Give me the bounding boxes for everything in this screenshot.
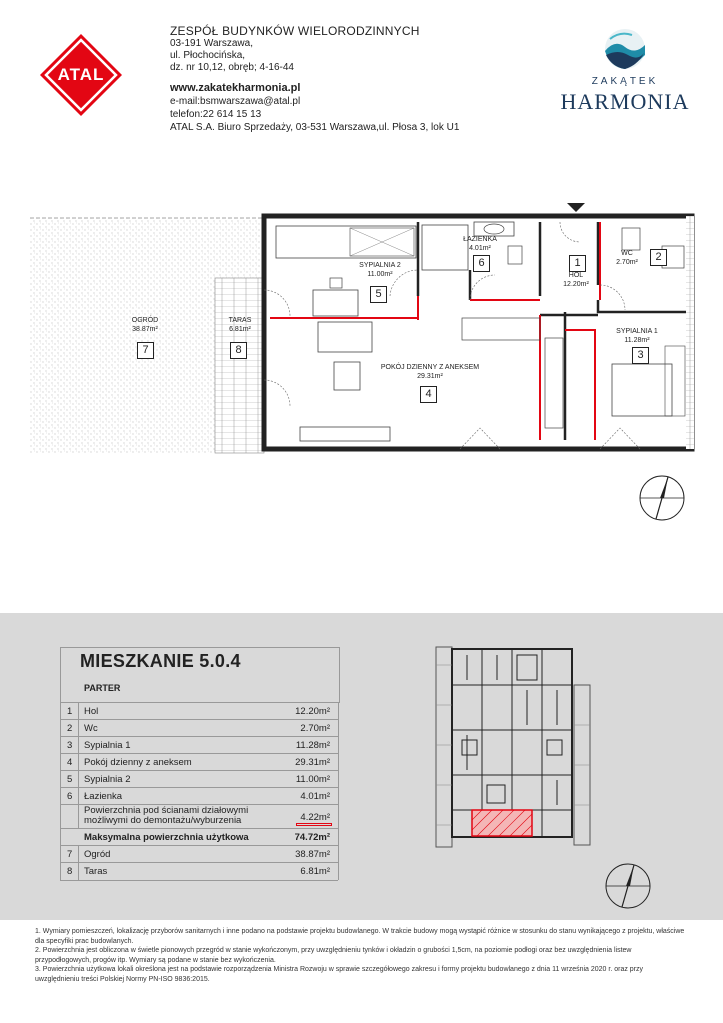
table-right-border [338,702,339,880]
phone-text: telefon:22 614 15 13 [170,109,262,120]
room-number-8: 8 [230,342,247,359]
room-number-3: 3 [632,347,649,364]
room-label-living: POKÓJ DZIENNY Z ANEKSEM 29.31m² [380,364,480,380]
address-line-2: ul. Płochocińska, [170,50,246,61]
room-label-garden: OGRÓD 38.87m² [131,317,159,333]
table-row: 3 Sypialnia 1 11.28m² [60,736,338,754]
table-row: 8 Taras 6.81m² [60,862,338,881]
floor-label: PARTER [84,683,121,693]
footnote: 1. Wymiary pomieszczeń, lokalizację przyborów sanitarnych i inne podano na podstawie projektu budowlanego. W trakcie budowy mogą wystąpić różnice w stosunku do stanu wynikającego z projektu, właściwe dla specyfiki prac budowlanych. [35,928,685,945]
room-label-bathroom: ŁAZIENKA 4.01m² [463,236,497,252]
apartment-title: MIESZKANIE 5.0.4 [80,651,241,671]
address-line-1: 03-191 Warszawa, [170,38,253,49]
room-number-1: 1 [569,255,586,272]
harmonia-logo [560,25,690,120]
room-number-6: 6 [473,255,490,272]
footnote: 3. Powierzchnia użytkowa lokali określona jest na podstawie rozporządzenia Ministra Rozwoju w sprawie szczegółowego zakresu i formy projektu budowlanego z dnia 11 września 2020 r. oraz przy uwzględnieniu treści Polskiej Normy PN-ISO 9836:2015. [35,966,644,983]
email-link[interactable]: e-mail:bsmwarszawa@atal.pl [170,96,301,107]
office-address: ATAL S.A. Biuro Sprzedaży, 03-531 Warszawa,ul. Płosa 3, lok U1 [170,122,460,133]
max-area-row: Maksymalna powierzchnia użytkowa 74.72m² [60,828,338,846]
room-label-wc: WC 2.70m² [616,250,638,266]
room-number-4: 4 [420,386,437,403]
atal-logo [38,32,124,118]
room-number-5: 5 [370,286,387,303]
room-label-terrace: TARAS 6.81m² [228,317,252,333]
table-row: 5 Sypialnia 2 11.00m² [60,770,338,788]
room-label-hall: HOL 12.20m² [563,272,589,288]
partition-row: Powierzchnia pod ścianami działowymi możliwymi do demontażu/wyburzenia 4.22m² [60,804,338,829]
company-title: ZESPÓŁ BUDYNKÓW WIELORODZINNYCH [170,24,420,38]
room-number-2: 2 [650,249,667,266]
table-row: 1 Hol 12.20m² [60,702,338,720]
footnote: 2. Powierzchnia jest obliczona w świetle pionowych przegród w stanie wykończonym, przy uwzględnieniu tynków i okładzin o grubości 1,5cm, na poziomie podłogi oraz bez uwzględnienia listew przypodłogowych, progów itp. Wymiary są podane w stanie bez wykończenia. [35,947,632,964]
room-label-bedroom-1: SYPIALNIA 1 11.28m² [616,328,658,344]
floor-plan [0,195,723,465]
footnotes [35,927,685,984]
room-number-7: 7 [137,342,154,359]
harmonia-line1: ZAKĄTEK [591,76,659,87]
harmonia-line2: HARMONIA [560,89,690,114]
room-label-bedroom-2: SYPIALNIA 2 11.00m² [359,262,401,278]
table-left-border [60,702,61,880]
compass-icon [604,862,652,910]
building-key-plan [432,645,592,850]
table-row: 4 Pokój dzienny z aneksem 29.31m² [60,753,338,771]
table-row: 2 Wc 2.70m² [60,719,338,737]
harmonia-emblem-icon [560,25,690,75]
address-line-3: dz. nr 10,12, obręb; 4-16-44 [170,62,294,73]
table-row: 6 Łazienka 4.01m² [60,787,338,805]
atal-logo-text: ATAL [57,65,105,84]
website-link[interactable]: www.zakatekharmonia.pl [170,82,301,94]
table-row: 7 Ogród 38.87m² [60,845,338,863]
compass-icon [638,474,686,522]
partition-marker [296,823,332,826]
